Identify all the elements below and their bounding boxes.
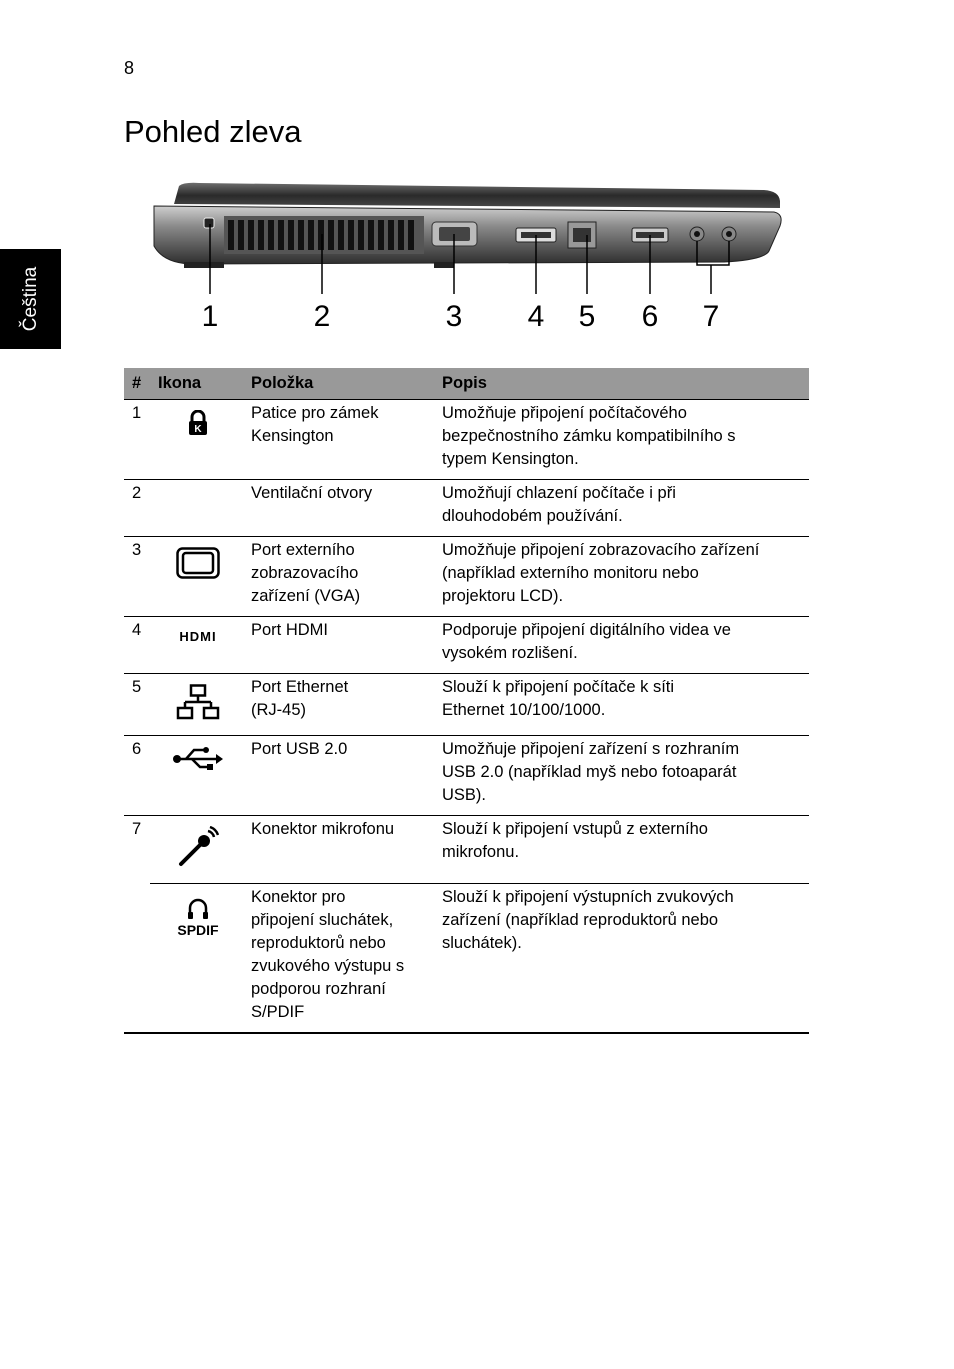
language-tab [0, 249, 61, 349]
laptop-left-side-illustration [124, 176, 804, 341]
row-desc: Umožňují chlazení počítače i při dlouhodobém používání. [434, 480, 809, 537]
language-tab-label: Čeština [19, 266, 41, 332]
row-item: Konektor pro připojení sluchátek, reproduktorů nebo zvukového výstupu s podporou rozhraní S/PDIF [243, 884, 434, 1034]
callout-1: 1 [201, 300, 219, 333]
row-icon [150, 480, 243, 537]
header-num: # [124, 368, 150, 400]
row-icon [150, 674, 243, 736]
row-desc: Umožňuje připojení zařízení s rozhraním USB 2.0 (například myš nebo fotoaparát USB). [434, 736, 809, 816]
callout-4: 4 [527, 300, 545, 333]
svg-text:SPDIF: SPDIF [176, 922, 219, 938]
header-desc: Popis [434, 368, 809, 400]
row-number: 3 [124, 537, 150, 617]
table-row [124, 480, 809, 537]
ethernet-port-illustration [568, 222, 596, 248]
header-icon: Ikona [150, 368, 243, 400]
page-title: Pohled zleva [124, 114, 302, 149]
port-table [124, 368, 809, 1034]
row-item: Port HDMI [243, 617, 434, 674]
row-number [124, 884, 150, 1034]
table-row [124, 537, 809, 617]
row-item: Ventilační otvory [243, 480, 434, 537]
header-item: Položka [243, 368, 434, 400]
row-item: Konektor mikrofonu [243, 816, 434, 884]
row-number: 1 [124, 400, 150, 480]
row-item: Port externího zobrazovacího zařízení (VGA) [243, 537, 434, 617]
laptop-lid [174, 183, 780, 208]
row-number: 6 [124, 736, 150, 816]
row-desc: Slouží k připojení výstupních zvukových zařízení (například reproduktorů nebo sluchátek). [434, 884, 809, 1034]
svg-text:K: K [193, 424, 202, 435]
row-number: 5 [124, 674, 150, 736]
row-desc: Umožňuje připojení počítačového bezpečnostního zámku kompatibilního s typem Kensington. [434, 400, 809, 480]
ventilation-grille [224, 216, 424, 254]
row-icon [150, 537, 243, 617]
hdmi-icon [170, 629, 226, 643]
svg-text:HDMI: HDMI [178, 629, 217, 643]
headphones-spdif-icon [171, 894, 225, 938]
microphone-icon [177, 826, 219, 868]
callout-7: 7 [702, 300, 720, 333]
row-desc: Umožňuje připojení zobrazovacího zařízení (například externího monitoru nebo projektoru LCD). [434, 537, 809, 617]
row-number: 7 [132, 820, 142, 838]
row-item: Port USB 2.0 [243, 736, 434, 816]
table-row [124, 816, 809, 884]
row-icon [150, 400, 243, 480]
table-header-row [124, 368, 809, 400]
row-icon [150, 816, 243, 884]
row-number: 4 [124, 617, 150, 674]
callout-5: 5 [578, 300, 596, 333]
table-row [124, 400, 809, 480]
vga-display-icon [176, 547, 220, 579]
callout-3: 3 [445, 300, 463, 333]
page-number: 8 [124, 58, 135, 78]
usb-icon [172, 746, 224, 772]
kensington-slot [204, 218, 214, 228]
table-row [124, 617, 809, 674]
callout-2: 2 [313, 300, 331, 333]
ethernet-icon [176, 684, 220, 720]
table-row [124, 674, 809, 736]
row-icon [150, 617, 243, 674]
row-desc: Podporuje připojení digitálního videa ve vysokém rozlišení. [434, 617, 809, 674]
row-desc: Slouží k připojení počítače k síti Ethernet 10/100/1000. [434, 674, 809, 736]
table-row [124, 884, 809, 1034]
callout-6: 6 [641, 300, 659, 333]
row-desc: Slouží k připojení vstupů z externího mikrofonu. [434, 816, 809, 884]
row-icon [150, 736, 243, 816]
row-item: Port Ethernet (RJ-45) [243, 674, 434, 736]
table-row [124, 736, 809, 816]
callout-numbers [202, 300, 720, 333]
kensington-lock-icon [187, 410, 209, 436]
row-icon [150, 884, 243, 1034]
row-item: Patice pro zámek Kensington [243, 400, 434, 480]
row-number: 2 [124, 480, 150, 537]
